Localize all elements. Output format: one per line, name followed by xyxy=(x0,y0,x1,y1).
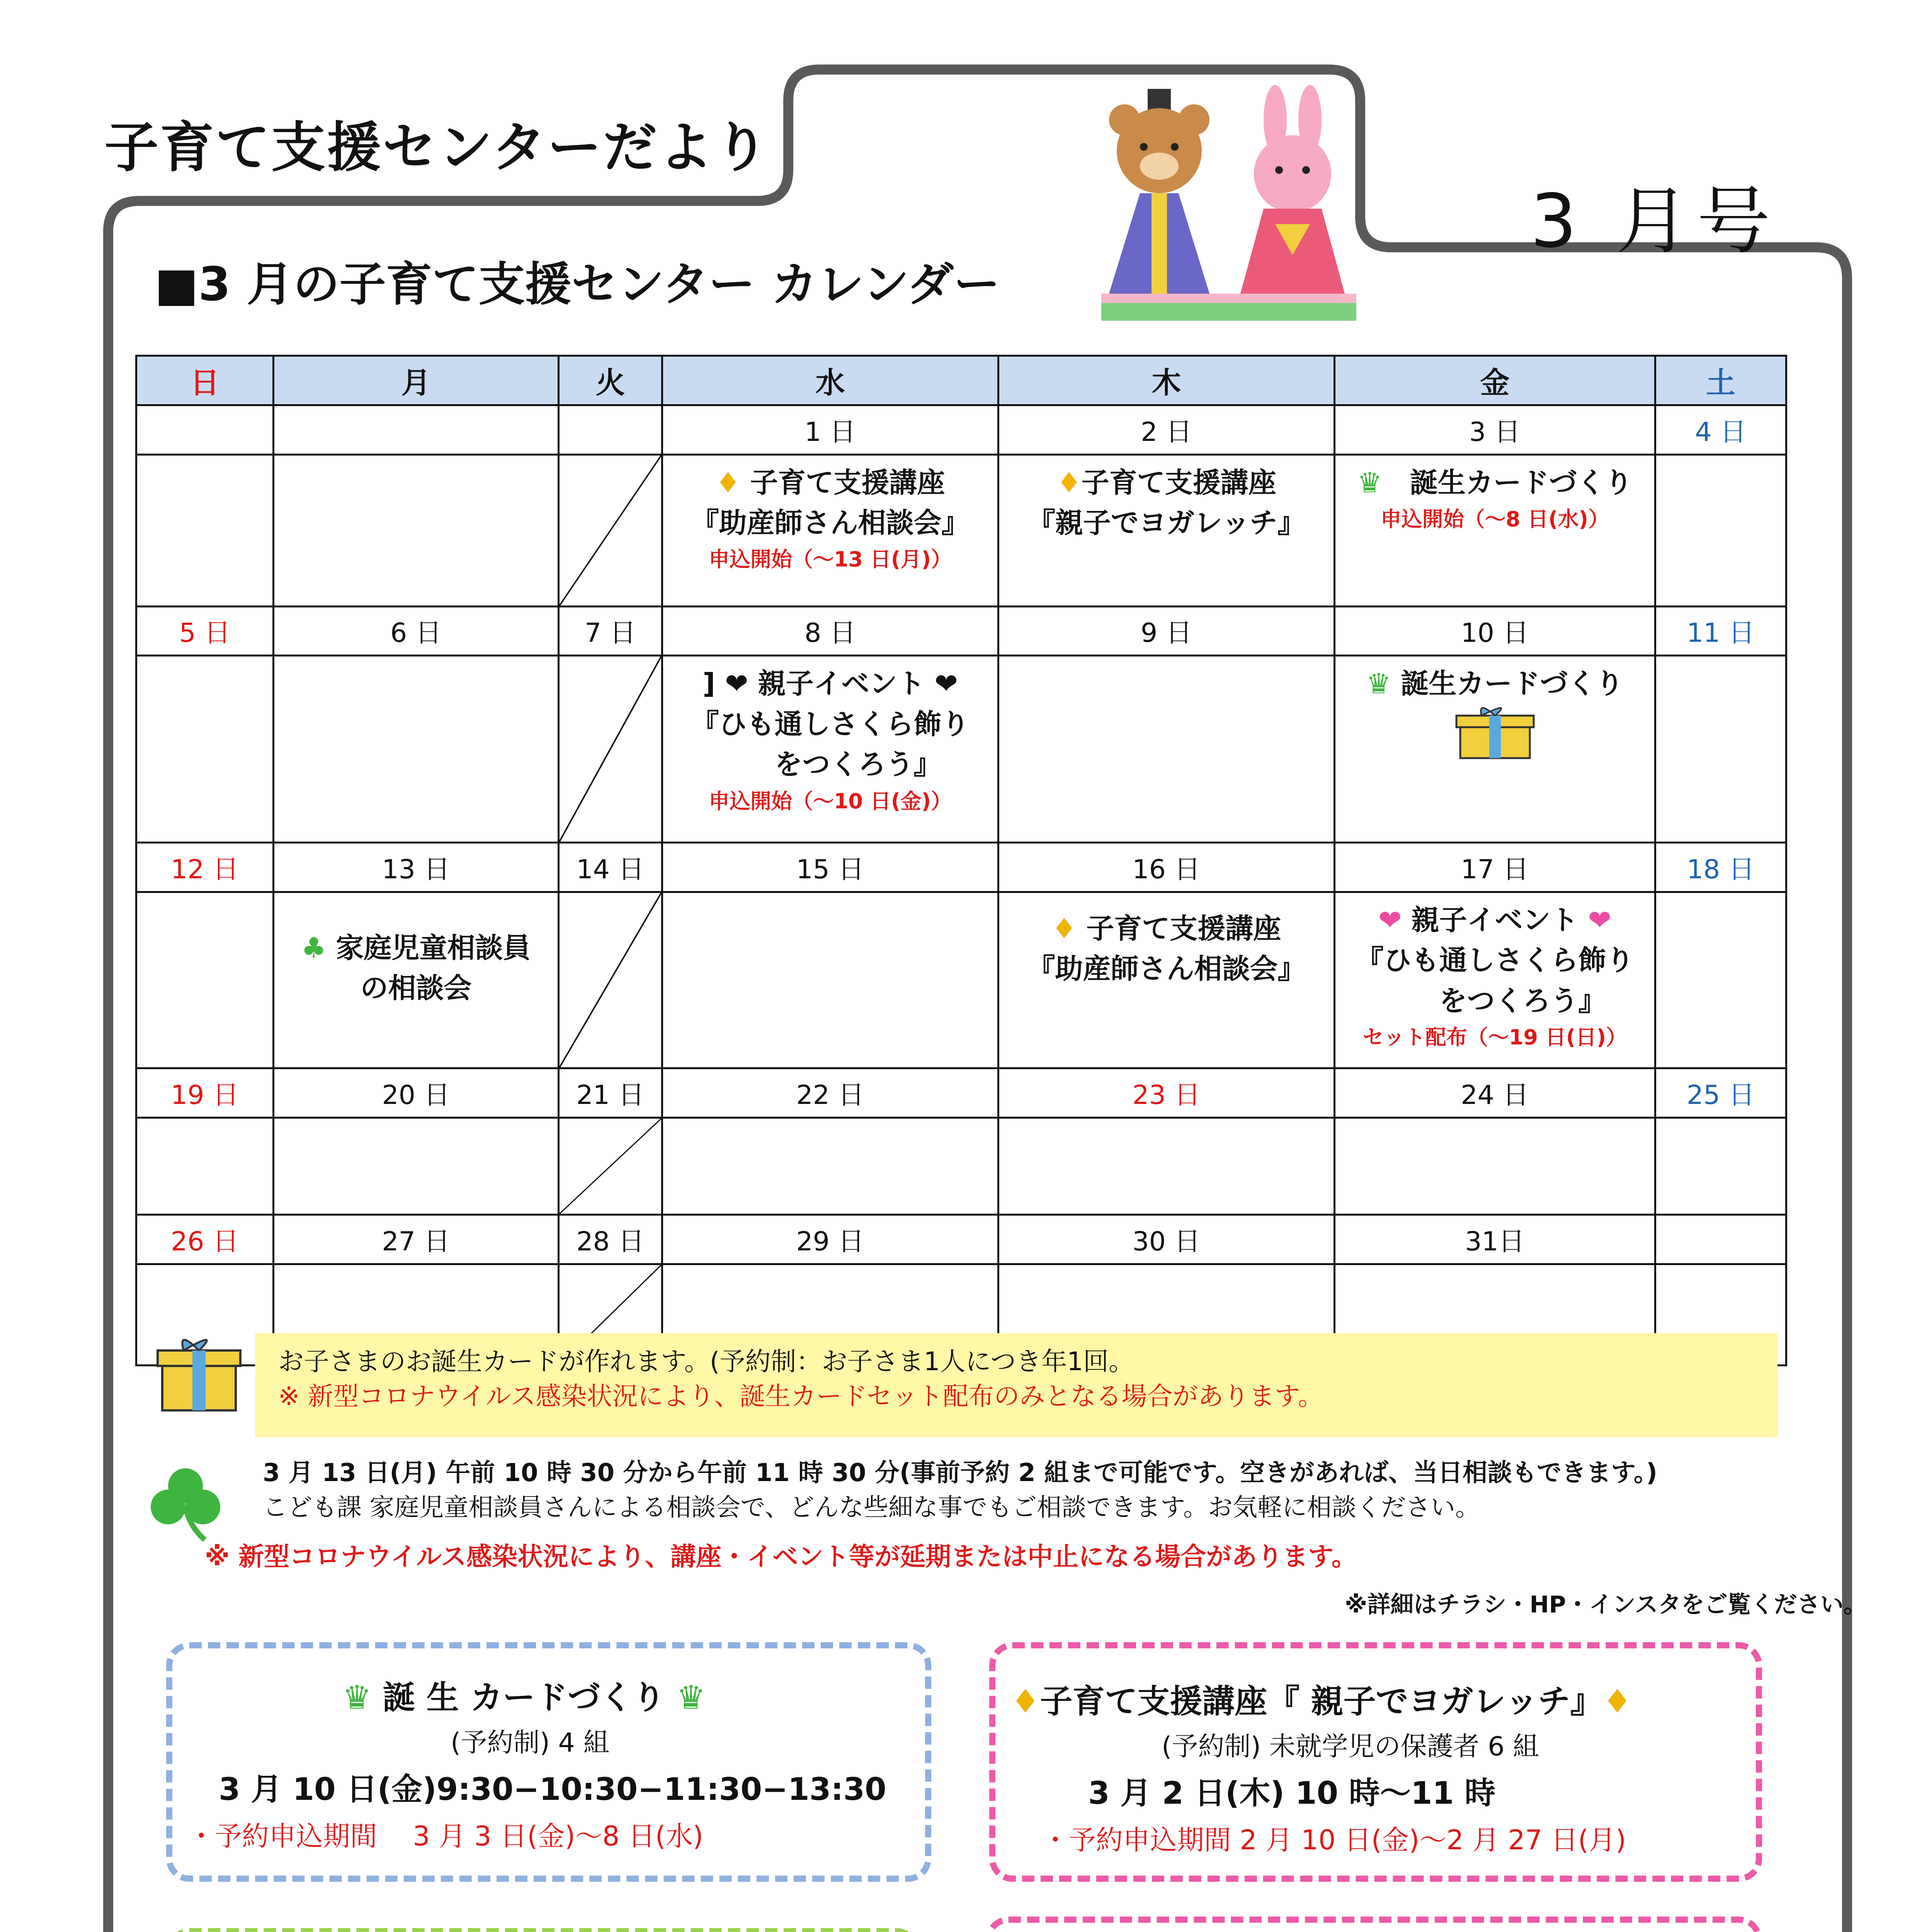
date-cell: 14 日 xyxy=(559,843,662,892)
date-row xyxy=(136,606,1786,656)
event-cell xyxy=(274,1117,559,1214)
event-cell xyxy=(274,454,559,606)
clover-icon: ♣ xyxy=(301,931,327,964)
date-cell xyxy=(136,405,274,454)
event-cell xyxy=(136,1117,274,1214)
event-title: 子育て支援講座 xyxy=(750,466,945,499)
date-cell: 6 日 xyxy=(274,606,559,656)
birthday-card-box xyxy=(166,1642,931,1882)
weekday-header-row xyxy=(136,356,1786,405)
date-cell: 18 日 xyxy=(1655,843,1786,892)
event-cell xyxy=(136,892,274,1068)
date-cell: 2 日 xyxy=(998,405,1335,454)
event-cell xyxy=(1335,1117,1655,1214)
date-cell xyxy=(274,405,559,454)
event-note: セット配布（～19 日(日)） xyxy=(1362,1025,1627,1049)
event-title: ] ❤ 親子イベント ❤ xyxy=(703,667,958,700)
date-cell: 5 日 xyxy=(136,606,274,656)
event-cell-fri-3 xyxy=(1335,454,1655,606)
weekday-sun: 日 xyxy=(136,356,274,405)
event-cell xyxy=(136,454,274,606)
date-cell: 12 日 xyxy=(136,843,274,892)
event-subtitle: 『ひも通しさくら飾り xyxy=(1356,944,1634,977)
diamond-icon: ♦ xyxy=(1011,1682,1040,1720)
calendar-table xyxy=(135,355,1787,1366)
date-cell: 16 日 xyxy=(998,843,1335,892)
date-cell: 28 日 xyxy=(559,1215,662,1264)
diamond-icon: ♦ xyxy=(1051,912,1077,945)
date-cell xyxy=(1655,1215,1786,1264)
event-title: 誕生カードづくり xyxy=(1401,667,1624,700)
tuesday-closed-cell xyxy=(559,656,662,843)
event-cell xyxy=(998,1117,1335,1214)
weekday-fri: 金 xyxy=(1335,356,1655,405)
date-cell: 9 日 xyxy=(998,606,1335,656)
clover-icon xyxy=(147,1464,224,1542)
date-row xyxy=(136,405,1786,454)
birthday-box-date: 3 月 10 日(金)9:30−10:30−11:30−13:30 xyxy=(219,1771,886,1807)
event-cell-wed-1 xyxy=(662,454,998,606)
event-note: 申込開始（～8 日(水)） xyxy=(1380,507,1609,531)
date-cell: 1 日 xyxy=(662,405,998,454)
crown-icon: ♛ xyxy=(1357,466,1382,499)
crown-icon: ♛ xyxy=(342,1679,372,1716)
hina-dolls-illustration xyxy=(1094,77,1364,325)
diamond-icon: ♦ xyxy=(715,466,741,499)
weekday-sat: 土 xyxy=(1655,356,1786,405)
event-subtitle: 『助産師さん相談会』 xyxy=(1027,952,1306,985)
date-cell: 19 日 xyxy=(136,1068,274,1118)
gift-icon xyxy=(1454,704,1536,762)
event-cell-wed-8 xyxy=(662,656,998,843)
event-subtitle: 『助産師さん相談会』 xyxy=(691,506,970,539)
date-cell: 25 日 xyxy=(1655,1068,1786,1118)
date-cell: 4 日 xyxy=(1655,405,1786,454)
parent-child-event-box xyxy=(166,1928,920,1932)
event-cell xyxy=(1655,656,1786,843)
tuesday-closed-cell xyxy=(559,454,662,606)
birthday-box-reserve: (予約制) 4 組 xyxy=(451,1728,610,1758)
midwife-lecture-box xyxy=(985,1917,1762,1932)
event-subtitle: 『ひも通しさくら飾り xyxy=(691,707,970,740)
date-cell: 26 日 xyxy=(136,1215,274,1264)
tuesday-closed-cell xyxy=(559,1117,662,1214)
event-title: 親子イベント xyxy=(1411,903,1579,936)
weekday-thu: 木 xyxy=(998,356,1335,405)
date-row xyxy=(136,1068,1786,1118)
covid-notice: ※ 新型コロナウイルス感染状況により、講座・イベント等が延期または中止になる場合があります。 xyxy=(205,1542,1357,1571)
diamond-icon: ♦ xyxy=(1056,466,1082,499)
birthday-box-title: ♛ 誕 生 カードづくり ♛ xyxy=(342,1679,706,1716)
date-cell-holiday: 23 日 xyxy=(998,1068,1335,1118)
yoga-box-reserve: (予約制) 未就学児の保護者 6 組 xyxy=(1162,1731,1539,1762)
event-cell xyxy=(998,656,1335,843)
birthday-note-line2: ※ 新型コロナウイルス感染状況により、誕生カードセット配布のみとなる場合があります。 xyxy=(278,1381,1324,1411)
date-cell: 22 日 xyxy=(662,1068,998,1118)
tuesday-closed-cell xyxy=(559,892,662,1068)
event-cell-thu-2 xyxy=(998,454,1335,606)
yoga-box-title: ♦子育て支援講座『 親子でヨガレッチ』♦ xyxy=(1011,1682,1632,1720)
event-row xyxy=(136,892,1786,1068)
event-cell-thu-16 xyxy=(998,892,1335,1068)
heart-icon: ❤ xyxy=(1378,903,1402,936)
date-cell: 20 日 xyxy=(274,1068,559,1118)
event-title: 家庭児童相談員 xyxy=(336,931,531,964)
event-cell xyxy=(1655,1117,1786,1214)
weekday-mon: 月 xyxy=(274,356,559,405)
event-cell xyxy=(662,892,998,1068)
issue-label: 3 月号 xyxy=(1530,179,1778,264)
date-cell: 13 日 xyxy=(274,843,559,892)
event-note: 申込開始（～13 日(月)） xyxy=(708,547,952,572)
event-note: 申込開始（～10 日(金)） xyxy=(708,789,952,813)
date-cell: 27 日 xyxy=(274,1215,559,1264)
event-subtitle: 『親子でヨガレッチ』 xyxy=(1027,506,1306,539)
gift-icon xyxy=(155,1329,243,1414)
date-cell: 10 日 xyxy=(1335,606,1655,656)
crown-icon: ♛ xyxy=(676,1679,706,1716)
date-row xyxy=(136,843,1786,892)
date-cell: 31日 xyxy=(1335,1215,1655,1264)
date-row xyxy=(136,1215,1786,1264)
date-cell: 8 日 xyxy=(662,606,998,656)
consult-note-line1: 3 月 13 日(月) 午前 10 時 30 分から午前 11 時 30 分(事前予約 2 組まで可能です。空きがあれば、当日相談もできます。) xyxy=(263,1459,1658,1487)
yoga-box-period: ・予約申込期間 2 月 10 日(金)～2 月 27 日(月) xyxy=(1042,1824,1626,1856)
event-cell-fri-17: ❤ 親子イベント ❤ 『ひも通しさくら飾り をつくろう』 セット配布（～19 日(日)） xyxy=(1335,892,1655,1068)
date-cell: 24 日 xyxy=(1335,1068,1655,1118)
event-cell-fri-10 xyxy=(1335,656,1655,843)
event-title: 誕生カードづくり xyxy=(1410,466,1633,499)
crown-icon: ♛ xyxy=(1366,667,1391,700)
date-cell: 30 日 xyxy=(998,1215,1335,1264)
event-subtitle-2: をつくろう』 xyxy=(1439,984,1606,1017)
event-cell-mon-13 xyxy=(274,892,559,1068)
date-cell xyxy=(559,405,662,454)
weekday-tue: 火 xyxy=(559,356,662,405)
newsletter-title: 子育て支援センターだより xyxy=(104,116,770,179)
event-row xyxy=(136,1117,1786,1214)
event-row xyxy=(136,656,1786,843)
yoga-box-date: 3 月 2 日(木) 10 時～11 時 xyxy=(1088,1775,1496,1811)
date-cell: 21 日 xyxy=(559,1068,662,1118)
date-cell: 29 日 xyxy=(662,1215,998,1264)
event-subtitle: の相談会 xyxy=(360,972,472,1005)
date-cell: 17 日 xyxy=(1335,843,1655,892)
event-title: 子育て支援講座 xyxy=(1086,912,1281,945)
date-cell: 7 日 xyxy=(559,606,662,656)
date-cell: 3 日 xyxy=(1335,405,1655,454)
event-cell xyxy=(1655,892,1786,1068)
event-cell xyxy=(662,1117,998,1214)
diamond-icon: ♦ xyxy=(1602,1682,1632,1720)
date-cell: 15 日 xyxy=(662,843,998,892)
yoga-lecture-box xyxy=(989,1642,1762,1882)
event-cell xyxy=(274,656,559,843)
consult-note-line2: こども課 家庭児童相談員さんによる相談会で、どんな些細な事でもご相談できます。お気軽に相談ください。 xyxy=(263,1493,1480,1522)
calendar-title: ■3 月の子育て支援センター カレンダー xyxy=(155,258,1000,311)
event-cell xyxy=(1655,454,1786,606)
event-subtitle-2: をつくろう』 xyxy=(774,748,942,781)
date-cell: 11 日 xyxy=(1655,606,1786,656)
weekday-wed: 水 xyxy=(662,356,998,405)
event-title: 子育て支援講座 xyxy=(1081,466,1276,499)
birthday-box-period: ・予約申込期間 3 月 3 日(金)～8 日(水) xyxy=(188,1820,704,1852)
details-notice: ※詳細はチラシ・HP・インスタをご覧ください。 xyxy=(1345,1591,1867,1618)
birthday-note-line1: お子さまのお誕生カードが作れます。(予約制：お子さま1人につき年1回。 xyxy=(278,1347,1135,1376)
event-row xyxy=(136,454,1786,606)
event-cell xyxy=(136,656,274,843)
